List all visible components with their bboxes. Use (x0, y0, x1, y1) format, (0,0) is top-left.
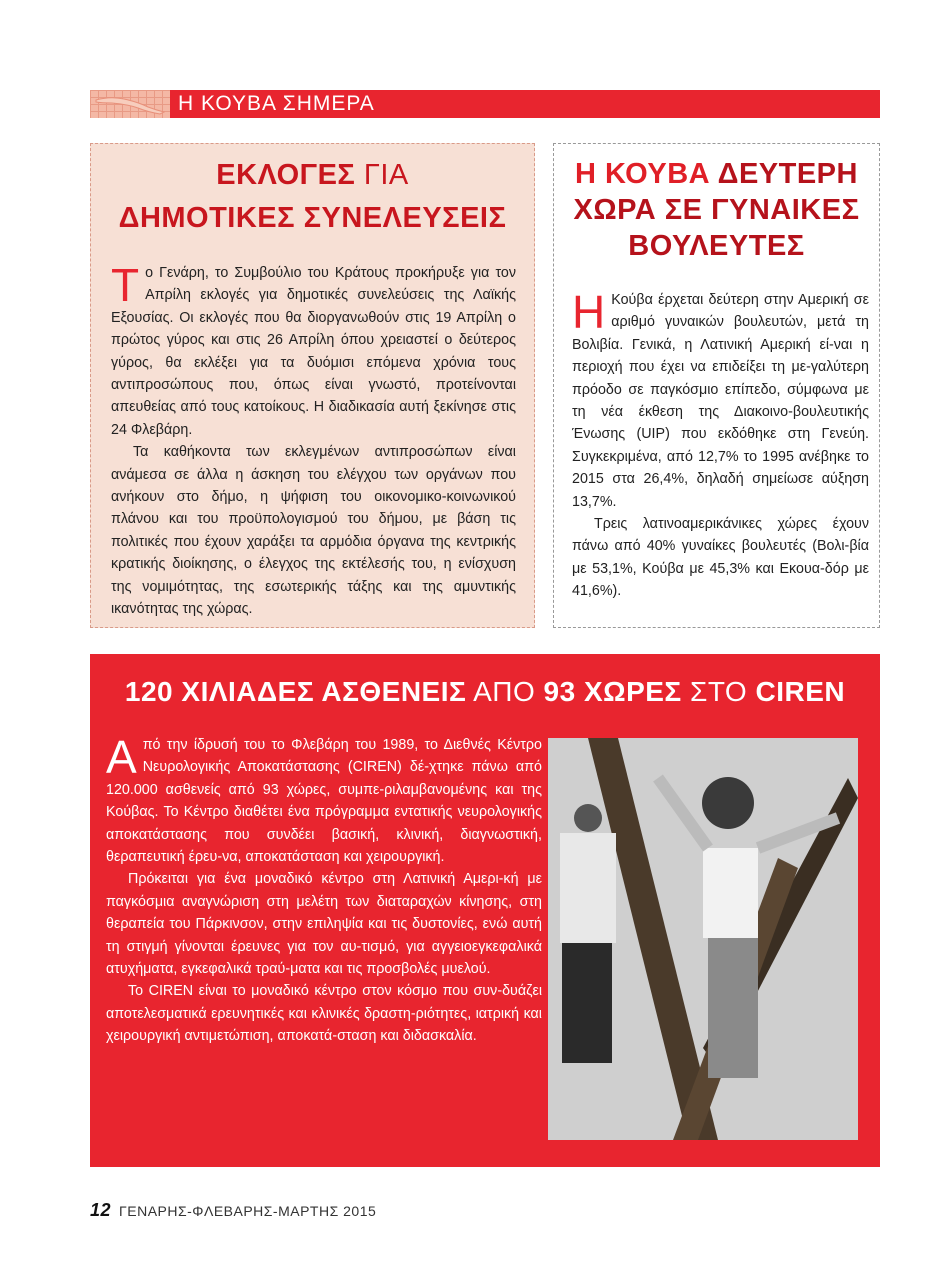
paragraph: πό την ίδρυσή του το Φλεβάρη του 1989, το Διεθνές Κέντρο Νευρολογικής Αποκατάστασης (CIREN) δέ-χτηκε πάνω από 120.000 ασθενείς από 93 χώρες, συμπε-ριλαμβανομένης και της Κούβας. Το Κέντρο διαθέτει ένα πρόγραμμα εντατικής νευρολογικής αποκατάστασης που συνδέει βασική, κλινική, διαγνωστική, θεραπευτική έρευ-να, αποκατάσταση και χειρουργική. (106, 737, 542, 866)
title-part: ΔΕΥΤΕΡΗ (717, 158, 858, 190)
title-part: 93 ΧΩΡΕΣ (543, 676, 682, 707)
title-part: 120 ΧΙΛΙΑΔΕΣ ΑΣΘΕΝΕΙΣ (124, 676, 467, 707)
article-women-mps (553, 143, 880, 628)
paragraph: Κούβα έρχεται δεύτερη στην Αμερική σε αριθμό γυναικών βουλευτών, μετά τη Βολιβία. Γενικά, η Λατινική Αμερική εί-ναι η περιοχή που έχει να επιδείξει τη με-γαλύτερη πρόοδο σε παγκόσμιο επίπεδο, σύμφωνα με τη νέα έκθεση της Διακοινο-βουλευτικής Ένωσης (UIP) που εκδόθηκε στη Γενεύη. Συγκεκριμένα, από 12,7% το 1995 ανέβηκε το 2015 στα 26,4%, δηλαδή σημείωσε αύξηση 13,7%. (572, 292, 869, 510)
article-elections (90, 143, 535, 628)
article-body (554, 264, 879, 603)
title-part: ΑΠΟ (473, 676, 536, 707)
section-header (90, 90, 880, 118)
rehabilitation-photo (548, 738, 858, 1140)
page-number: 12 (90, 1200, 112, 1220)
title-part: ΧΩΡΑ ΣΕ ΓΥΝΑΙΚΕΣ (573, 194, 860, 226)
issue-date: ΓΕΝΑΡΗΣ-ΦΛΕΒΑΡΗΣ-ΜΑΡΤΗΣ 2015 (119, 1202, 377, 1219)
paragraph: Πρόκειται για ένα μοναδικό κέντρο στη Λατινική Αμερι-κή με παγκόσμια αναγνώριση στη μελέτη των διαταραχών κίνησης, στη θεραπεία του Πάρκινσον, στην επιληψία και τις δυστονίες, ενώ αυτή τη στιγμή γίνονται έρευνες για τον αυ-τισμό, για αγγειοεγκεφαλικά ατυχήματα, εγκεφαλικά τραύ-ματα και τις προσβολές μυελού. (106, 871, 542, 978)
paragraph: Τα καθήκοντα των εκλεγμένων αντιπροσώπων είναι ανάμεσα σε άλλα η άσκηση του ελέγχου των οργάνων που ανήκουν στο δήμο, η ψήφιση του οικονομικο-κοινωνικού πλάνου και του προϋπολογισμού του δήμου, με βάση τις πολιτικές που έχουν χαράξει τα αρμόδια όργανα της κεντρικής κρατικής διοίκησης, ο έλεγχος της εκτέλεσής του, η ενίσχυση της νομιμότητας, της εσωτερικής τάξης και της αμυντικής ικανότητας της χώρας. (111, 444, 516, 618)
paragraph: Το CIREN είναι το μοναδικό κέντρο στον κόσμο που συν-δυάζει αποτελεσματικά ερευνητικές και κλινικές δραστη-ριότητες, ιατρική και χειρουργική αντιμετώπιση, αποκατά-σταση και διδασκαλία. (106, 983, 542, 1045)
article-title (90, 676, 880, 708)
article-title (554, 156, 879, 264)
title-part: Η ΚΟΥΒΑ (575, 158, 711, 190)
drop-cap: Τ (111, 259, 140, 311)
article-body (91, 240, 534, 621)
article-body (106, 731, 542, 1048)
paragraph: Τρεις λατινοαμερικάνικες χώρες έχουν πάνω από 40% γυναίκες βουλευτές (Βολι-βία με 53,1%, Κούβα με 45,3% και Εκουα-δόρ με 41,6%). (572, 516, 869, 600)
title-bold: ΕΚΛΟΓΕΣ (216, 159, 356, 191)
cuba-map-icon (90, 90, 170, 118)
title-part: CIREN (755, 676, 846, 707)
title-part: ΒΟΥΛΕΥΤΕΣ (628, 230, 805, 262)
title-part: ΣΤΟ (690, 676, 748, 707)
article-title (91, 154, 534, 240)
section-title: Η ΚΟΥΒΑ ΣΗΜΕΡΑ (178, 92, 375, 115)
page-footer (90, 1200, 376, 1221)
paragraph: ο Γενάρη, το Συμβούλιο του Κράτους προκήρυξε για τον Απρίλη εκλογές για δημοτικές συνελεύσεις της Λαϊκής Εξουσίας. Οι εκλογές που θα διοργανωθούν στις 19 Απρίλη ο πρώτος γύρος και στις 26 Απρίλη όπου χρειαστεί ο δεύτερος γύρος, θα εκλέξει για τα δυόμισι επόμενα χρόνια τους αντιπροσώπους που, όπως είναι γνωστό, προτείνονται απευθείας από τους κατοίκους. Η διαδικασία αυτή ξεκίνησε στις 24 Φλεβάρη. (111, 265, 516, 438)
title-line2: ΔΗΜΟΤΙΚΕΣ ΣΥΝΕΛΕΥΣΕΙΣ (118, 202, 507, 234)
article-ciren (90, 654, 880, 1167)
drop-cap: Η (572, 286, 606, 338)
title-light: ΓΙΑ (363, 159, 409, 191)
drop-cap: Α (106, 731, 137, 783)
